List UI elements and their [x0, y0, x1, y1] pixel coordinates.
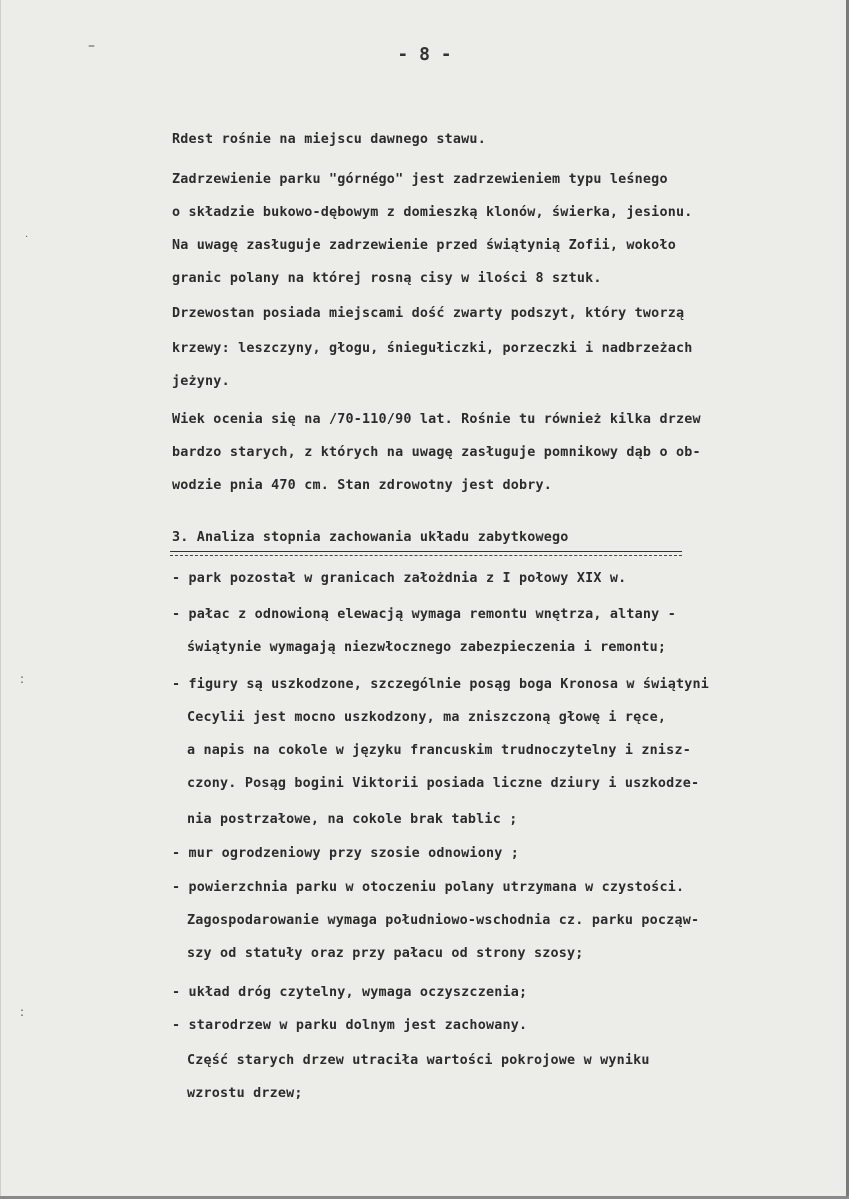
list-line-11: Zagospodarowanie wymaga południowo-wschodnia cz. parku począw-	[187, 913, 700, 928]
margin-dot-mark: ·	[25, 232, 29, 243]
list-line-10: - powierzchnia parku w otoczeniu polany utrzymana w czystości.	[172, 880, 685, 895]
margin-punch-mark: :	[20, 672, 25, 686]
list-line-8: nia postrzałowe, na cokole brak tablic ;	[187, 812, 518, 827]
body-line-4: Na uwagę zasługuje zadrzewienie przed świątynią Zofii, wokoło	[172, 238, 676, 253]
page-number: - 8 -	[397, 44, 452, 65]
list-line-1: - park pozostał w granicach założdnia z I połowy XIX w.	[172, 571, 627, 586]
body-line-10: bardzo starych, z których na uwagę zasługuje pomnikowy dąb o ob-	[172, 445, 701, 460]
list-line-5: Cecylii jest mocno uszkodzony, ma zniszczoną głowę i ręce,	[187, 710, 667, 725]
margin-dash-mark: –	[88, 38, 95, 54]
body-line-9: Wiek ocenia się na /70-110/90 lat. Rośnie tu również kilka drzew	[172, 412, 701, 427]
heading-underline	[170, 551, 682, 556]
list-line-14: - starodrzew w parku dolnym jest zachowany.	[172, 1018, 528, 1033]
list-line-13: - układ dróg czytelny, wymaga oczyszczenia;	[172, 985, 528, 1000]
list-line-7: czony. Posąg bogini Viktorii posiada liczne dziury i uszkodze-	[187, 776, 700, 791]
list-line-4: - figury są uszkodzone, szczególnie posąg boga Kronosa w świątyni	[172, 677, 710, 692]
list-line-2: - pałac z odnowioną elewacją wymaga remontu wnętrza, altany -	[172, 607, 676, 622]
body-line-1: Rdest rośnie na miejscu dawnego stawu.	[172, 132, 486, 147]
list-line-9: - mur ogrodzeniowy przy szosie odnowiony ;	[172, 846, 519, 861]
body-line-2: Zadrzewienie parku "górnégo" jest zadrzewieniem typu leśnego	[172, 172, 668, 187]
list-line-3: świątynie wymagają niezwłocznego zabezpieczenia i remontu;	[187, 640, 667, 655]
list-line-15: Część starych drzew utraciła wartości pokrojowe w wyniku	[187, 1053, 650, 1068]
list-line-16: wzrostu drzew;	[187, 1086, 303, 1101]
body-line-3: o składzie bukowo-dębowym z domieszką klonów, świerka, jesionu.	[172, 205, 693, 220]
page-edge-left	[0, 0, 1, 1199]
body-line-7: krzewy: leszczyny, głogu, śniegułiczki, porzeczki i nadbrzeżach	[172, 341, 693, 356]
list-line-12: szy od statuły oraz przy pałacu od strony szosy;	[187, 946, 584, 961]
list-line-6: a napis na cokole w języku francuskim trudnoczytelny i znisz-	[187, 743, 691, 758]
body-line-8: jeżyny.	[172, 374, 230, 389]
section-heading: 3. Analiza stopnia zachowania układu zabytkowego	[172, 530, 569, 545]
body-line-5: granic polany na której rosną cisy w ilości 8 sztuk.	[172, 271, 602, 286]
margin-punch-mark: :	[20, 1005, 25, 1019]
body-line-6: Drzewostan posiada miejscami dość zwarty podszyt, który tworzą	[172, 306, 685, 321]
body-line-11: wodzie pnia 470 cm. Stan zdrowotny jest dobry.	[172, 478, 553, 493]
